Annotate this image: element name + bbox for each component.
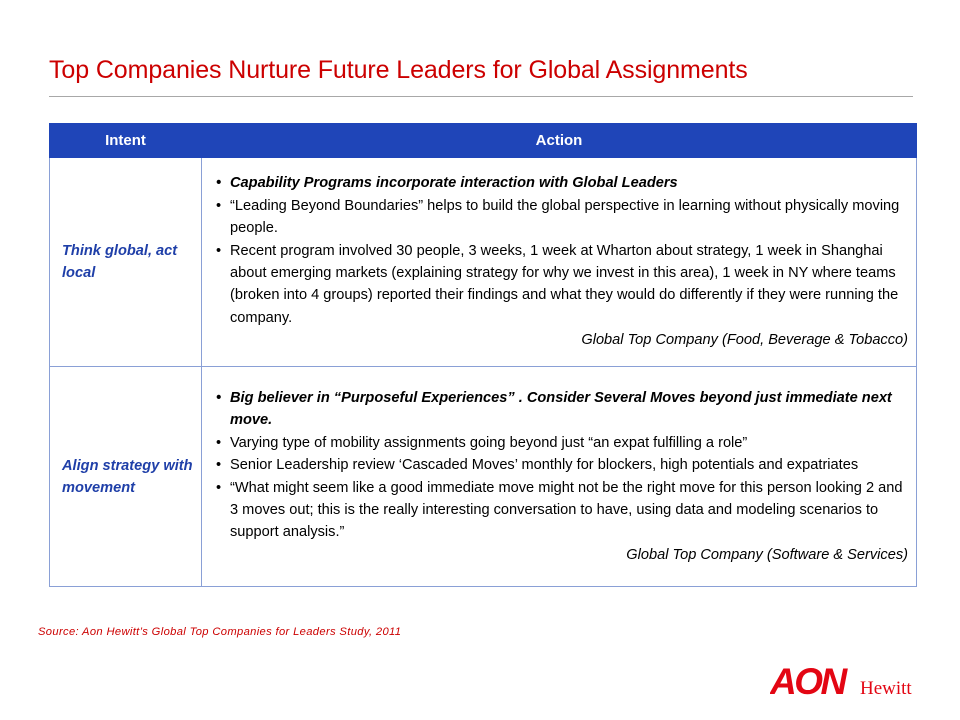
action-bullet: • Varying type of mobility assignments going beyond just “an expat fulfilling a role” [214, 432, 910, 454]
attribution: Global Top Company (Food, Beverage & Tobacco) [581, 332, 908, 349]
header-intent: Intent [50, 124, 202, 158]
source-note: Source: Aon Hewitt’s Global Top Companies for Leaders Study, 2011 [38, 626, 402, 638]
logo-mark: AON [770, 661, 845, 702]
action-bullet-list [214, 387, 910, 544]
action-bullet: • “What might seem like a good immediate move might not be the right move for this person looking 2 and 3 moves out; this is the really interesting conversation to have, using data and modeling scenarios to support analysis.” [214, 477, 910, 544]
action-bullet-list [214, 172, 910, 329]
table-row [50, 158, 917, 367]
action-bullet: • Recent program involved 30 people, 3 weeks, 1 week at Wharton about strategy, 1 week in Shanghai about emerging markets (explaining strategy for why we invest in this area), 1 week in NY where teams (broken into 4 groups) reported their findings and what they would do differently if they were running the company. [214, 240, 910, 330]
title-divider [49, 96, 913, 97]
intent-cell: Think global, act local [50, 158, 202, 367]
slide-title: Top Companies Nurture Future Leaders for Global Assignments [49, 56, 748, 84]
table-header-row [50, 124, 917, 158]
logo-sub: Hewitt [860, 678, 912, 699]
header-action: Action [202, 124, 917, 158]
action-bullet: • “Leading Beyond Boundaries” helps to build the global perspective in learning without physically moving people. [214, 195, 910, 240]
action-bullet: • Big believer in “Purposeful Experiences” . Consider Several Moves beyond just immediate next move. [214, 387, 910, 432]
action-cell [202, 367, 917, 587]
action-cell [202, 158, 917, 367]
action-bullet: • Senior Leadership review ‘Cascaded Moves’ monthly for blockers, high potentials and expatriates [214, 454, 910, 476]
intent-action-table [49, 123, 917, 587]
intent-cell: Align strategy with movement [50, 367, 202, 587]
aon-hewitt-logo [770, 660, 945, 702]
table-row [50, 367, 917, 587]
action-bullet: • Capability Programs incorporate interaction with Global Leaders [214, 172, 910, 194]
attribution: Global Top Company (Software & Services) [626, 546, 908, 563]
